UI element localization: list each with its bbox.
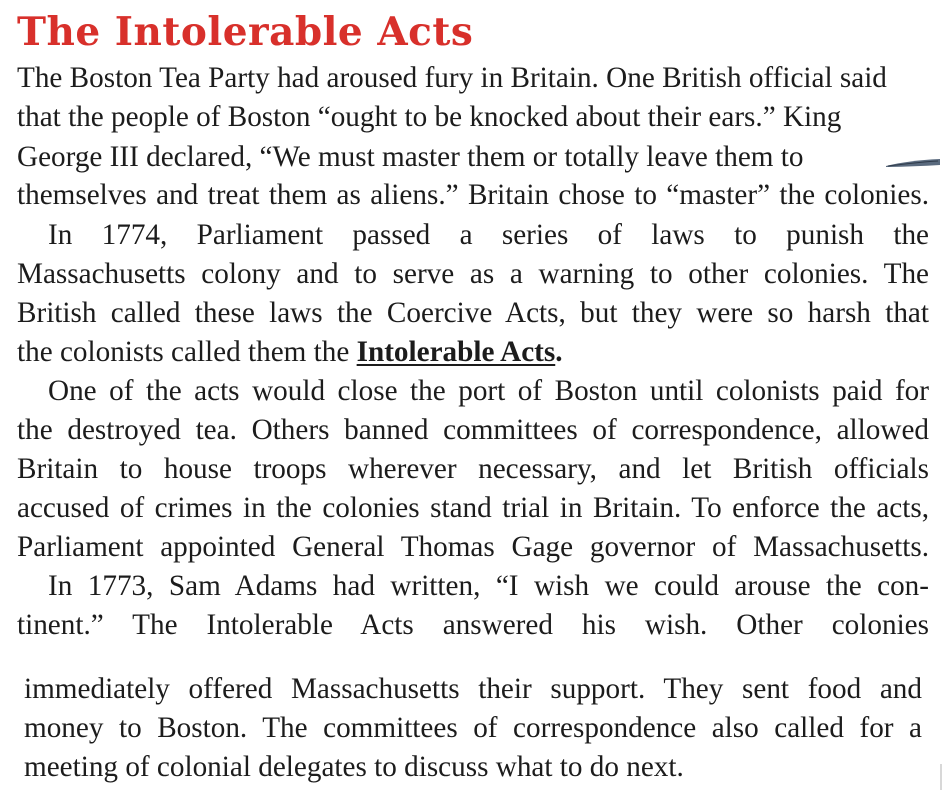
paragraph-1-line-1: The Boston Tea Party had aroused fury in Britain. One British official said [17,62,887,94]
paragraph-4-line-4: money to Boston. The committees of correspondence also called for a [24,712,922,744]
paragraph-4-line-2: tinent.” The Intolerable Acts answered his wish. Other colonies [17,609,929,641]
paragraph-4-line-5: meeting of colonial delegates to discuss what to do next. [24,751,684,783]
paragraph-1-line-2: that the people of Boston “ought to be knocked about their ears.” King [17,101,842,133]
paragraph-4-line-3: immediately offered Massachusetts their support. They sent food and [24,673,922,705]
paragraph-4-line-1: In 1773, Sam Adams had written, “I wish we could arouse the con- [48,570,929,602]
paragraph-3-line-1: One of the acts would close the port of Boston until colonists paid for [48,375,929,407]
scan-edge-divider [940,764,942,790]
continued-text-block [0,650,946,796]
paragraph-2-line-2: Massachusetts colony and to serve as a warning to other colonies. The [17,258,929,290]
paragraph-1-line-3: George III declared, “We must master them or totally leave them to [17,141,804,173]
paragraph-2-line-1: In 1774, Parliament passed a series of laws to punish the [48,219,929,251]
page-curl-graphic [886,157,940,169]
paragraph-3-line-3: Britain to house troops wherever necessary, and let British officials [17,453,929,485]
paragraph-2-line-4-text: the colonists called them the [17,336,357,368]
section-heading: The Intolerable Acts [17,9,474,55]
paragraph-2-line-3: British called these laws the Coercive Acts, but they were so harsh that [17,297,929,329]
paragraph-3-line-5: Parliament appointed General Thomas Gage governor of Massachusetts. [17,531,929,563]
key-term-period: . [555,336,563,368]
paragraph-3-line-4: accused of crimes in the colonies stand trial in Britain. To enforce the acts, [17,492,929,524]
paragraph-2-line-4 [17,333,929,372]
paragraph-1-line-4: themselves and treat them as aliens.” Britain chose to “master” the colonies. [17,179,929,211]
key-term-intolerable-acts: Intolerable Acts [356,336,556,368]
paragraph-3-line-2: the destroyed tea. Others banned committees of correspondence, allowed [17,414,929,446]
